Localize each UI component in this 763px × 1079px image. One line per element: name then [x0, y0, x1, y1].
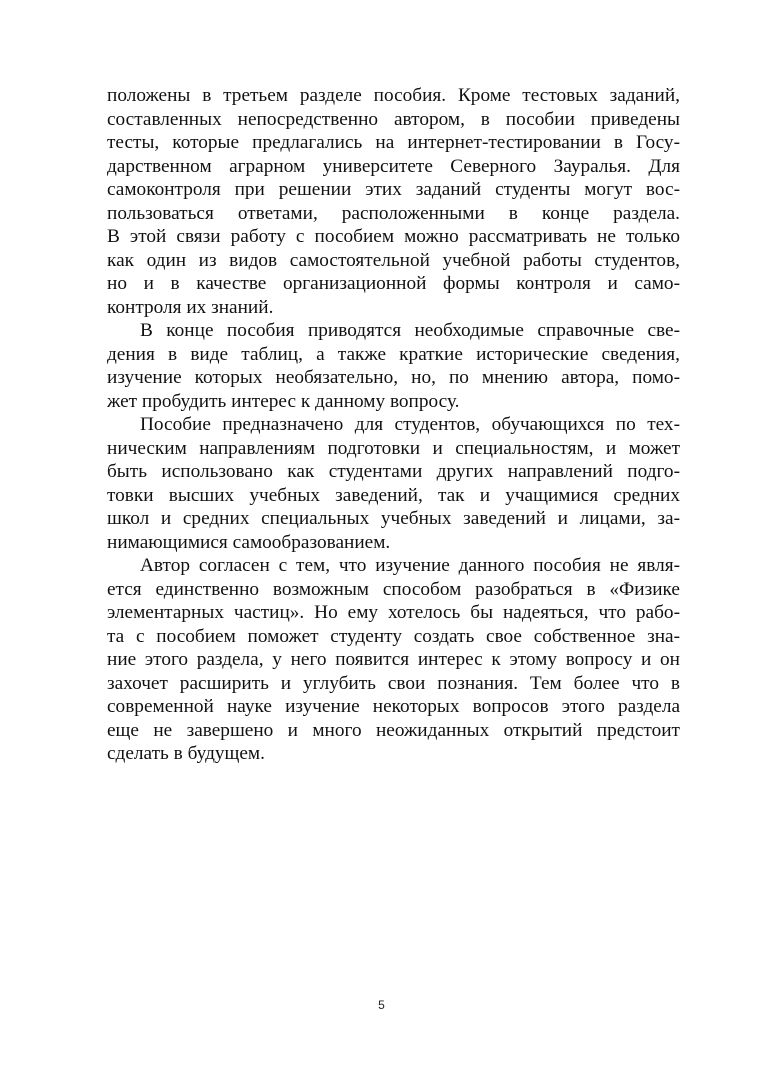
text-line: ническим направлениям подготовки и специальностям, и может — [107, 437, 680, 459]
text-line: современной науке изучение некоторых вопросов этого раздела — [107, 696, 680, 717]
page-number: 5 — [378, 998, 385, 1012]
paragraph-2 — [107, 319, 680, 413]
text-line: школ и средних специальных учебных заведений и лицами, за- — [107, 508, 680, 529]
text-line: ется единственно возможным способом разобраться в «Физике — [107, 578, 680, 600]
text-line: но и в качестве организационной формы контроля и само- — [107, 273, 680, 294]
text-line: контроля их знаний. — [107, 296, 274, 318]
text-line: составленных непосредственно автором, в пособии приведены — [107, 108, 680, 130]
text-line: сделать в будущем. — [107, 743, 265, 764]
text-line: захочет расширить и углубить свои познания. Тем более что в — [107, 672, 680, 694]
text-line: товки высших учебных заведений, так и учащимися средних — [107, 484, 680, 506]
text-line: самоконтроля при решении этих заданий студенты могут вос- — [107, 179, 680, 200]
text-line: дарственном аграрном университете Северного Зауралья. Для — [107, 155, 680, 177]
text-line: Автор согласен с тем, что изучение данного пособия не явля- — [140, 555, 680, 576]
paragraph-1 — [107, 84, 680, 319]
text-line: та с пособием поможет студенту создать свое собственное зна- — [107, 625, 680, 647]
text-line: тесты, которые предлагались на интернет-тестировании в Госу- — [107, 132, 680, 153]
text-line: дения в виде таблиц, а также краткие исторические сведения, — [107, 343, 680, 365]
text-line: изучение которых необязательно, но, по мнению автора, помо- — [107, 367, 680, 388]
page-body — [107, 84, 680, 766]
text-line: В конце пособия приводятся необходимые справочные све- — [140, 320, 680, 341]
text-line: нимающимися самообразованием. — [107, 531, 391, 553]
text-line: ние этого раздела, у него появится интерес к этому вопросу и он — [107, 649, 680, 670]
paragraph-4 — [107, 554, 680, 766]
text-line: как один из видов самостоятельной учебной работы студентов, — [107, 249, 680, 271]
text-line: еще не завершено и много неожиданных открытий предстоит — [107, 719, 680, 741]
text-line: положены в третьем разделе пособия. Кроме тестовых заданий, — [107, 85, 680, 106]
text-line: жет пробудить интерес к данному вопросу. — [107, 390, 460, 412]
text-line: быть использовано как студентами других направлений подго- — [107, 461, 680, 482]
text-line: элементарных частиц». Но ему хотелось бы надеяться, что рабо- — [107, 602, 680, 623]
paragraph-3 — [107, 413, 680, 554]
text-line: В этой связи работу с пособием можно рассматривать не только — [107, 226, 680, 247]
text-line: Пособие предназначено для студентов, обучающихся по тех- — [140, 414, 680, 435]
text-line: пользоваться ответами, расположенными в конце раздела. — [107, 202, 680, 224]
